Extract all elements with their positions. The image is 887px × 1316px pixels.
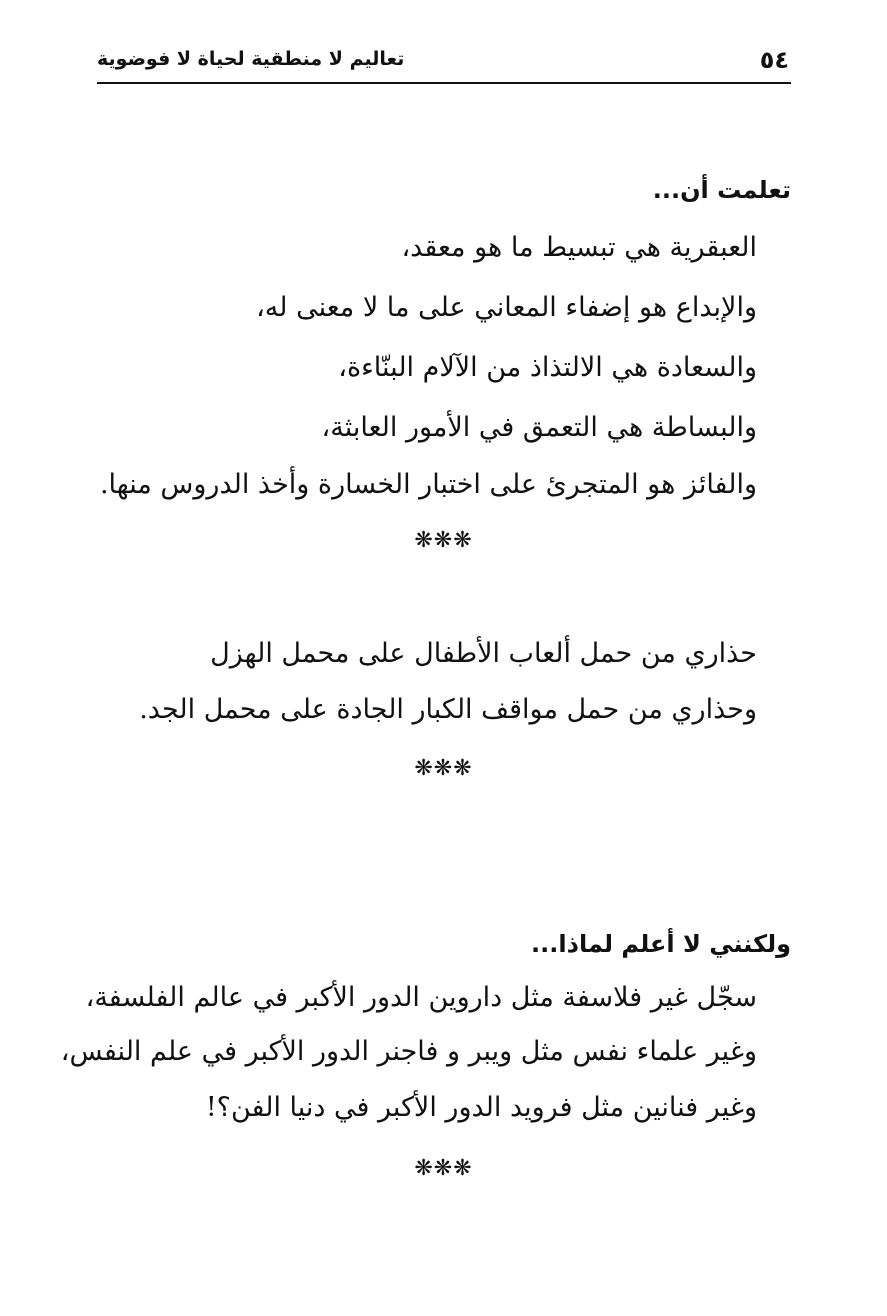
- paragraph-line: سجّل غير فلاسفة مثل داروين الدور الأكبر في عالم الفلسفة،: [85, 982, 757, 1013]
- section-separator: ❋❋❋: [414, 1156, 473, 1181]
- paragraph-line: والبساطة هي التعمق في الأمور العابثة،: [321, 412, 757, 443]
- paragraph-line: وحذاري من حمل مواقف الكبار الجادة على محمل الجد.: [139, 694, 757, 725]
- paragraph-line: حذاري من حمل ألعاب الأطفال على محمل الهزل: [210, 638, 757, 669]
- paragraph-line: والسعادة هي الالتذاذ من الآلام البنّاءة،: [338, 352, 757, 383]
- section-separator: ❋❋❋: [414, 528, 473, 553]
- section-separator: ❋❋❋: [414, 756, 473, 781]
- page-number: ٥٤: [759, 46, 789, 74]
- paragraph-line: والإبداع هو إضفاء المعاني على ما لا معنى له،: [256, 292, 757, 323]
- paragraph-line: وغير علماء نفس مثل ويبر و فاجنر الدور الأكبر في علم النفس،: [60, 1036, 757, 1067]
- section-heading-learned: تعلمت أن...: [652, 176, 791, 204]
- paragraph-line: والفائز هو المتجرئ على اختبار الخسارة وأخذ الدروس منها.: [99, 469, 757, 500]
- running-header: [97, 42, 791, 84]
- paragraph-line: وغير فنانين مثل فرويد الدور الأكبر في دنيا الفن؟!: [205, 1092, 757, 1123]
- paragraph-line: العبقرية هي تبسيط ما هو معقد،: [401, 232, 757, 263]
- section-heading-why: ولكنني لا أعلم لماذا...: [531, 930, 791, 958]
- header-rule: [97, 82, 791, 84]
- running-title: تعاليم لا منطقية لحياة لا فوضوية: [97, 48, 405, 70]
